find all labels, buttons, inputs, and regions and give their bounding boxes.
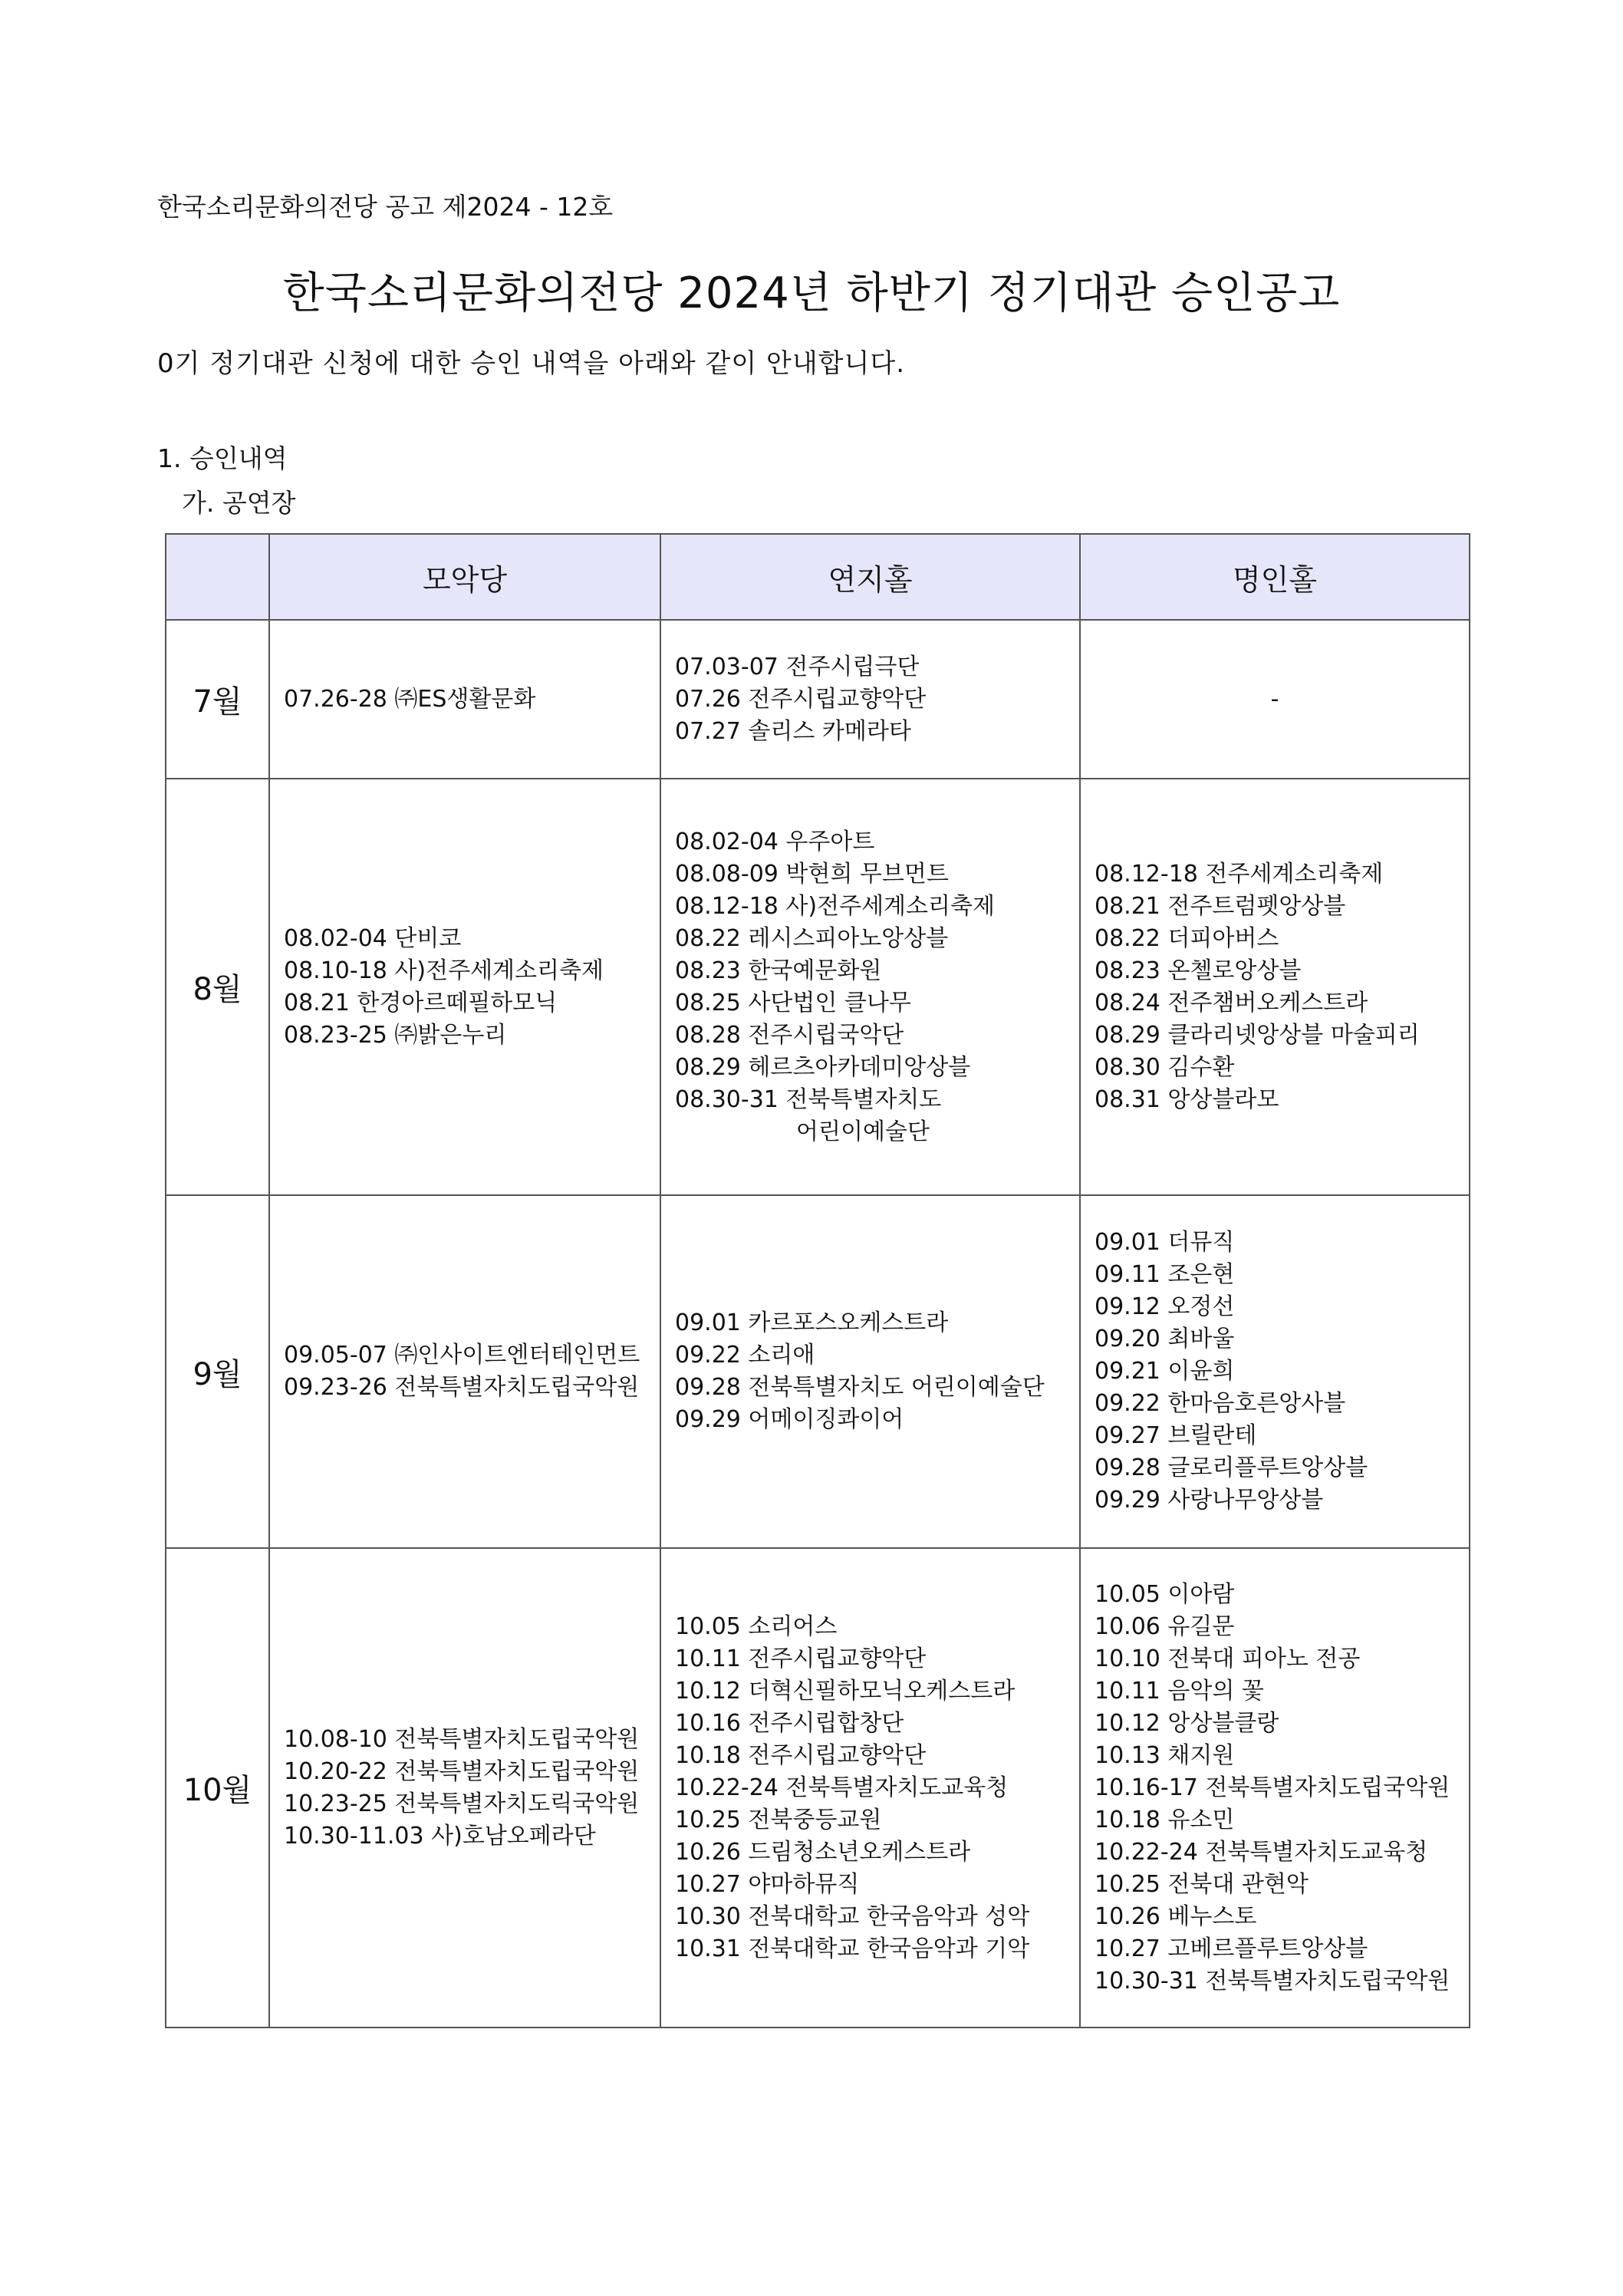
schedule-entry: 10.08-10 전북특별자치도립국악원 <box>284 1725 640 1753</box>
subsection-title: 가. 공연장 <box>182 488 296 518</box>
schedule-entry: 08.23 온첼로앙상블 <box>1095 957 1302 984</box>
schedule-entry: 08.12-18 사)전주세계소리축제 <box>675 892 995 920</box>
table-row <box>166 620 1470 779</box>
yeonjihall-cell <box>660 1548 1080 2028</box>
myeonginhall-cell <box>1080 779 1470 1195</box>
schedule-entry: 10.22-24 전북특별자치도교육청 <box>675 1774 1009 1801</box>
schedule-entry: 07.26-28 ㈜ES생활문화 <box>284 685 536 713</box>
schedule-entry: 10.05 소리어스 <box>675 1612 838 1640</box>
intro-text: 0기 정기대관 신청에 대한 승인 내역을 아래와 같이 안내합니다. <box>157 348 905 379</box>
table-row <box>166 1548 1470 2028</box>
schedule-entry: 10.23-25 전북특별자치도릭국악원 <box>284 1790 640 1817</box>
column-header-month <box>166 534 269 620</box>
yeonjihall-cell <box>660 620 1080 779</box>
schedule-entry: 10.26 베누스토 <box>1095 1902 1257 1930</box>
schedule-entry: 08.23 한국예문화원 <box>675 957 882 984</box>
schedule-entry: 09.27 브릴란테 <box>1095 1422 1257 1449</box>
column-header-moakdang: 모악당 <box>269 534 660 620</box>
schedule-entry: 08.24 전주챔버오케스트라 <box>1095 989 1368 1016</box>
schedule-entry: 10.10 전북대 피아노 전공 <box>1095 1645 1361 1672</box>
schedule-entry: 10.30-11.03 사)호남오페라단 <box>284 1822 596 1850</box>
schedule-entry: 09.21 이윤희 <box>1095 1358 1235 1385</box>
schedule-entry: 10.06 유길문 <box>1095 1612 1235 1640</box>
schedule-entry: 10.11 전주시립교향악단 <box>675 1645 927 1672</box>
schedule-entry: 10.20-22 전북특별자치도립국악원 <box>284 1757 640 1785</box>
schedule-entry: 10.12 더혁신필하모닉오케스트라 <box>675 1677 1016 1705</box>
column-header-yeonjihall: 연지홀 <box>660 534 1080 620</box>
schedule-entry: 09.11 조은현 <box>1095 1261 1235 1288</box>
myeonginhall-cell <box>1080 620 1470 779</box>
schedule-entry: 07.26 전주시립교향악단 <box>675 685 927 713</box>
notice-number: 한국소리문화의전당 공고 제2024 - 12호 <box>157 192 614 222</box>
moakdang-cell <box>269 1548 660 2028</box>
schedule-entry: 08.21 전주트럼펫앙상블 <box>1095 892 1346 920</box>
schedule-entry: 08.02-04 우주아트 <box>675 828 875 855</box>
schedule-entry: 08.30 김수환 <box>1095 1053 1235 1081</box>
schedule-entry: 09.01 더뮤직 <box>1095 1229 1235 1256</box>
month-cell: 7월 <box>166 620 269 779</box>
schedule-entry: 10.18 유소민 <box>1095 1806 1235 1833</box>
month-cell: 8월 <box>166 779 269 1195</box>
schedule-entry: - <box>1270 685 1279 713</box>
schedule-entry: 09.28 글로리플루트앙상블 <box>1095 1454 1368 1481</box>
schedule-entry: 10.30 전북대학교 한국음악과 성악 <box>675 1902 1030 1930</box>
schedule-entry: 10.16-17 전북특별자치도립국악원 <box>1095 1774 1450 1801</box>
page-title: 한국소리문화의전당 2024년 하반기 정기대관 승인공고 <box>282 268 1341 318</box>
schedule-entry: 08.22 레시스피아노앙상블 <box>675 924 949 952</box>
schedule-entry: 08.22 더피아버스 <box>1095 924 1279 952</box>
schedule-entry: 08.29 클라리넷앙상블 마술피리 <box>1095 1021 1420 1049</box>
schedule-entry: 09.01 카르포스오케스트라 <box>675 1309 949 1336</box>
schedule-entry: 09.28 전북특별자치도 어린이예술단 <box>675 1374 1045 1401</box>
schedule-entry: 08.10-18 사)전주세계소리축제 <box>284 957 604 984</box>
table-header-row <box>166 534 1470 620</box>
schedule-entry: 10.27 야마하뮤직 <box>675 1870 860 1898</box>
table-row <box>166 779 1470 1195</box>
yeonjihall-cell <box>660 1195 1080 1548</box>
schedule-entry: 09.29 어메이징콰이어 <box>675 1406 904 1433</box>
schedule-entry: 10.12 앙상블클랑 <box>1095 1709 1279 1737</box>
schedule-entry: 09.12 오정선 <box>1095 1293 1235 1320</box>
schedule-entry: 09.29 사랑나무앙상블 <box>1095 1487 1324 1514</box>
schedule-entry: 08.12-18 전주세계소리축제 <box>1095 860 1384 888</box>
table-row <box>166 1195 1470 1548</box>
schedule-entry: 10.31 전북대학교 한국음악과 기악 <box>675 1935 1030 1962</box>
schedule-entry: 08.08-09 박현희 무브먼트 <box>675 860 949 888</box>
schedule-entry: 08.30-31 전북특별자치도 <box>675 1085 942 1113</box>
schedule-entry: 08.31 앙상블라모 <box>1095 1085 1279 1113</box>
schedule-entry: 08.29 헤르츠아카데미앙상블 <box>675 1053 971 1081</box>
venue-schedule-table <box>165 533 1470 2028</box>
schedule-entry: 08.02-04 단비코 <box>284 924 462 952</box>
yeonjihall-cell <box>660 779 1080 1195</box>
schedule-entry: 10.18 전주시립교향악단 <box>675 1741 927 1769</box>
myeonginhall-cell <box>1080 1195 1470 1548</box>
schedule-entry: 08.28 전주시립국악단 <box>675 1021 904 1049</box>
schedule-entry: 09.23-26 전북특별자치도립국악원 <box>284 1374 640 1401</box>
moakdang-cell <box>269 779 660 1195</box>
schedule-entry: 10.05 이아람 <box>1095 1580 1235 1608</box>
schedule-entry: 10.26 드림청소년오케스트라 <box>675 1838 971 1866</box>
schedule-entry: 07.27 솔리스 카메라타 <box>675 717 911 745</box>
moakdang-cell <box>269 1195 660 1548</box>
schedule-entry: 09.05-07 ㈜인사이트엔터테인먼트 <box>284 1342 640 1369</box>
schedule-entry: 08.25 사단법인 클나무 <box>675 989 911 1016</box>
schedule-entry: 08.21 한경아르떼필하모닉 <box>284 989 558 1016</box>
schedule-entry: 09.20 최바울 <box>1095 1326 1235 1352</box>
schedule-entry: 10.13 채지원 <box>1095 1741 1235 1769</box>
month-cell: 9월 <box>166 1195 269 1548</box>
myeonginhall-cell <box>1080 1548 1470 2028</box>
schedule-entry: 09.22 한마음호른앙사블 <box>1095 1390 1346 1417</box>
schedule-entry: 10.11 음악의 꽃 <box>1095 1677 1264 1705</box>
schedule-entry: 08.23-25 ㈜밝은누리 <box>284 1021 507 1049</box>
column-header-myeonginhall: 명인홀 <box>1080 534 1470 620</box>
schedule-entry: 10.25 전북대 관현악 <box>1095 1870 1309 1898</box>
schedule-entry: 09.22 소리애 <box>675 1342 815 1369</box>
section-title: 1. 승인내역 <box>157 443 288 473</box>
month-cell: 10월 <box>166 1548 269 2028</box>
schedule-entry: 10.25 전북중등교원 <box>675 1806 882 1833</box>
schedule-entry: 10.16 전주시립합창단 <box>675 1709 904 1737</box>
schedule-entry: 어린이예술단 <box>796 1118 930 1145</box>
schedule-entry: 07.03-07 전주시립극단 <box>675 653 920 680</box>
schedule-entry: 10.27 고베르플루트앙상블 <box>1095 1935 1368 1962</box>
schedule-entry: 10.22-24 전북특별자치도교육청 <box>1095 1838 1428 1866</box>
moakdang-cell <box>269 620 660 779</box>
schedule-entry: 10.30-31 전북특별자치도립국악원 <box>1095 1967 1450 1995</box>
